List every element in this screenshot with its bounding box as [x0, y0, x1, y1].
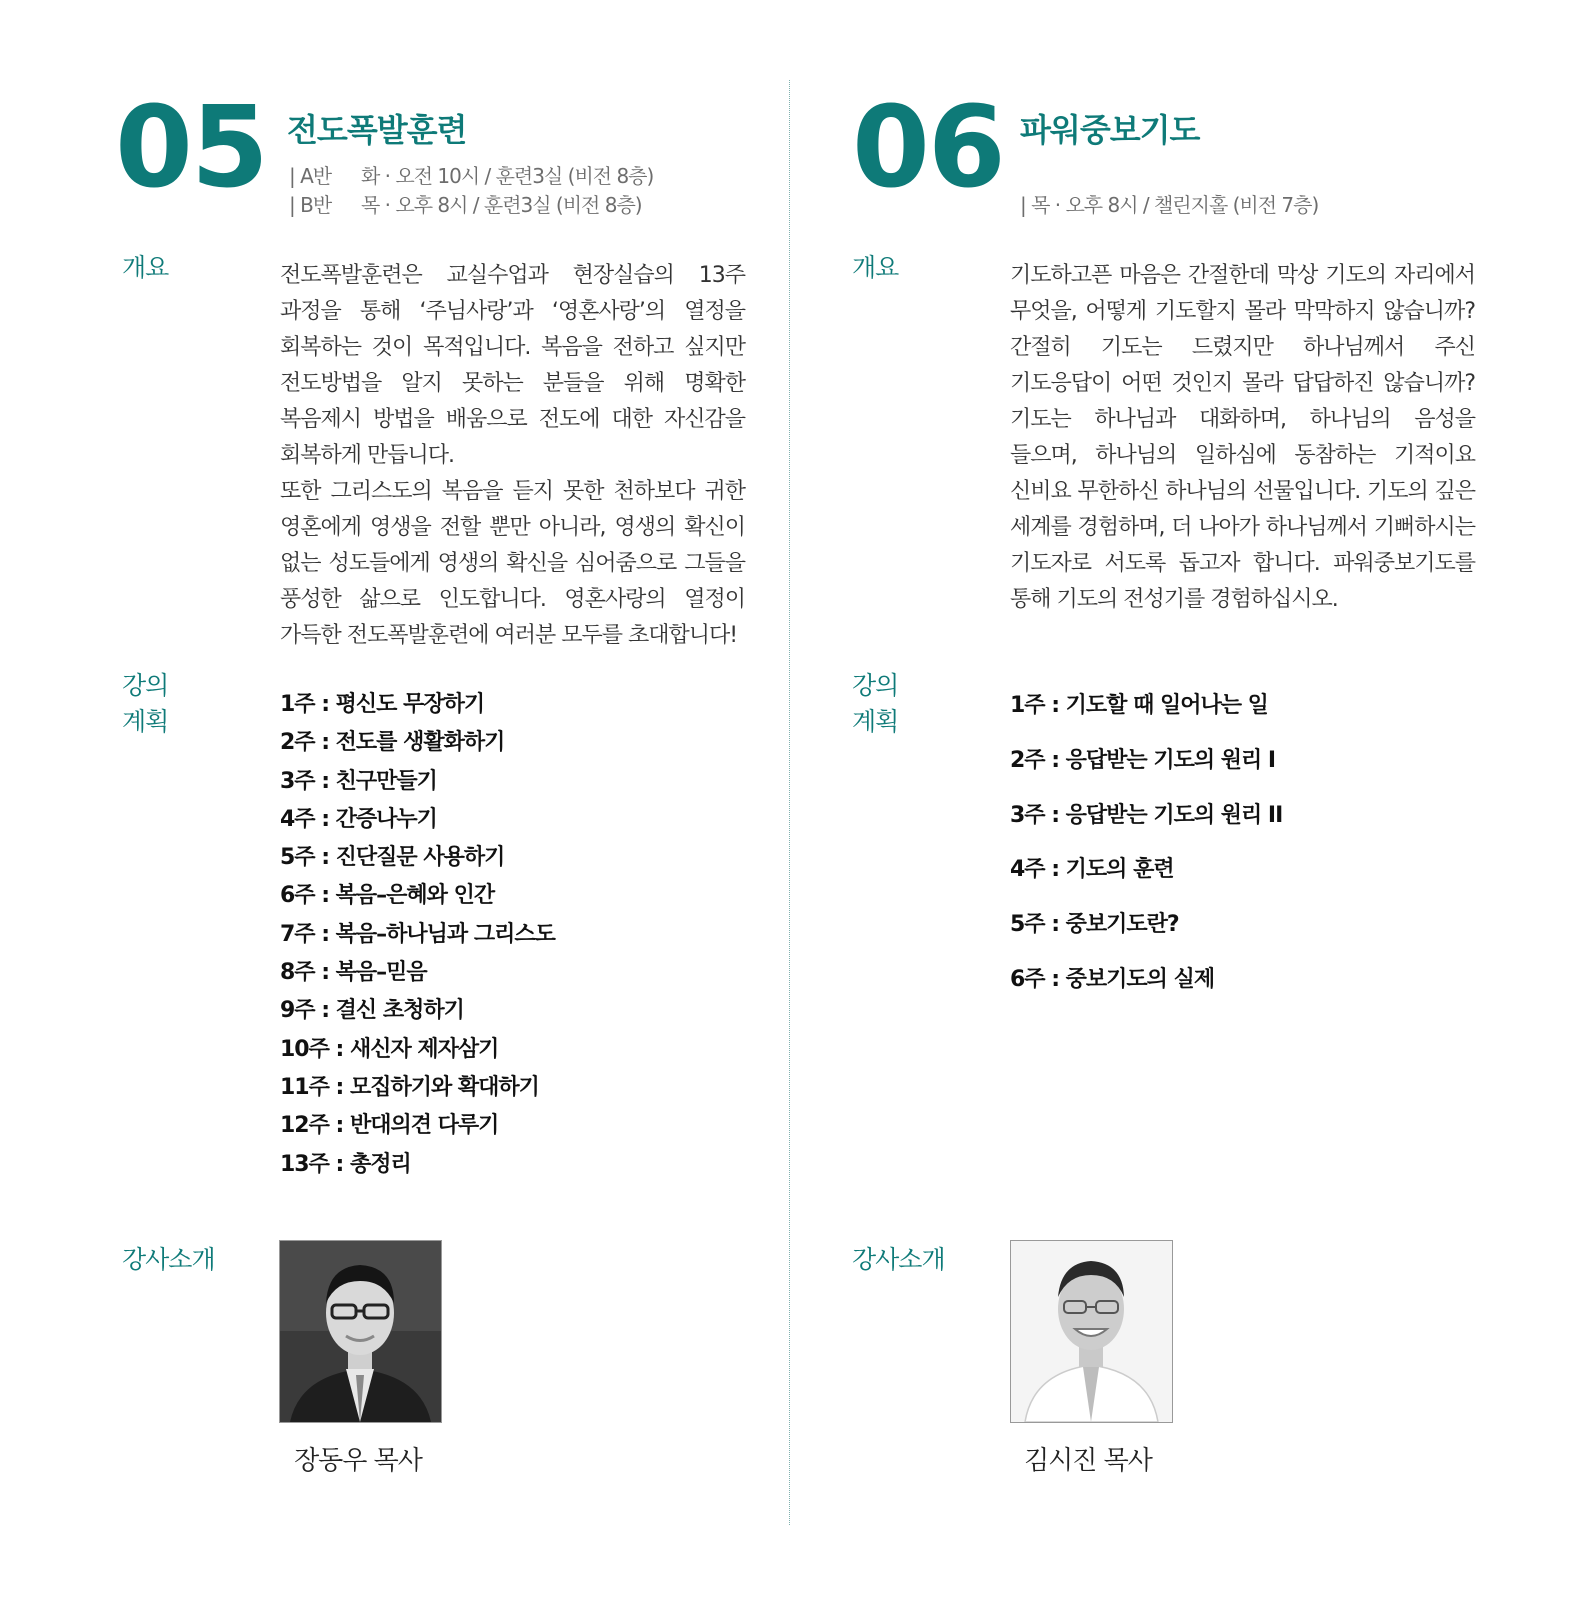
course-05 [0, 0, 745, 1622]
course-number: 06 [852, 83, 1004, 213]
plan-label-1: 강의 [852, 671, 899, 700]
plan-item: 4주 : 기도의 훈련 [1010, 857, 1174, 883]
plan-item: 7주 : 복음–하나님과 그리스도 [280, 921, 555, 947]
plan-item: 5주 : 진단질문 사용하기 [280, 845, 505, 871]
speaker-label: 강사소개 [122, 1245, 215, 1274]
plan-item: 4주 : 간증나누기 [280, 806, 437, 832]
plan-item: 1주 : 평신도 무장하기 [280, 692, 485, 717]
plan-label-2: 계획 [852, 707, 899, 736]
speaker-photo [1010, 1240, 1173, 1423]
plan-item: 5주 : 중보기도란? [1010, 912, 1179, 938]
plan-item: 9주 : 결신 초청하기 [280, 998, 464, 1024]
plan-item: 2주 : 응답받는 기도의 원리 I [1010, 747, 1276, 773]
plan-item: 6주 : 중보기도의 실제 [1010, 966, 1215, 992]
plan-item: 10주 : 새신자 제자삼기 [280, 1036, 499, 1062]
schedule-b [289, 189, 642, 218]
schedule-class: | B반 [289, 193, 332, 217]
overview-text: 기도하고픈 마음은 간절한데 막상 기도의 자리에서 무엇을, 어떻게 기도할지 몰라 막막하지 않습니까? 간절히 기도는 드렸지만 하나님께서 주신 기도응답이 어떤 것인지 몰라 답답하진 않습니까? 기도는 하나님과 대화하며, 하나님의 음성을 들으며, 하나님의 일하심에 동참하는 기적이요 신비요 무한하신 하나님의 선물입니다. 기도의 깊은 세계를 경험하며, 더 나아가 하나님께서 기뻐하시는 기도자로 서도록 돕고자 합니다. 파워중보기도를 통해 기도의 전성기를 경험하십시오. [1010, 263, 1475, 612]
schedule-a [289, 160, 653, 189]
course-number: 05 [115, 83, 267, 213]
course-title: 전도폭발훈련 [287, 111, 467, 149]
lecture-plan-list [1010, 688, 1282, 1017]
plan-label-2: 계획 [122, 707, 169, 736]
schedule: | 목 · 오후 8시 / 챌린지홀 (비전 7층) [1020, 193, 1319, 217]
overview-text [280, 258, 745, 654]
overview-paragraph-2: 또한 그리스도의 복음을 듣지 못한 천하보다 귀한 영혼에게 영생을 전할 뿐만 아니라, 영생의 확신이 없는 성도들에게 영생의 확신을 심어줌으로 그들을 풍성한 삶으로 인도합니다. 영혼사랑의 열정이 가득한 전도폭발훈련에 여러분 모두를 초대합니다! [280, 479, 745, 648]
schedule-detail: 화 · 오전 10시 / 훈련3실 (비전 8층) [361, 164, 654, 188]
plan-item: 11주 : 모집하기와 확대하기 [280, 1074, 539, 1100]
lecture-plan-list [280, 686, 555, 1184]
overview-label: 개요 [852, 253, 899, 282]
course-06 [730, 0, 1475, 1622]
overview-label: 개요 [122, 253, 169, 282]
plan-item: 3주 : 친구만들기 [280, 768, 437, 794]
speaker-portrait [1011, 1241, 1172, 1422]
overview-paragraph-1: 전도폭발훈련은 교실수업과 현장실습의 13주 과정을 통해 ‘주님사랑’과 ‘영혼사랑’의 열정을 회복하는 것이 목적입니다. 복음을 전하고 싶지만 전도방법을 알지 못하는 분들을 위해 명확한 복음제시 방법을 배움으로 전도에 대한 자신감을 회복하게 만듭니다. [280, 263, 745, 468]
plan-label-1: 강의 [122, 671, 169, 700]
schedule-class: | A반 [289, 164, 332, 188]
speaker-portrait [280, 1241, 441, 1422]
schedule-detail: 목 · 오후 8시 / 훈련3실 (비전 8층) [361, 193, 642, 217]
speaker-name: 김시진 목사 [1024, 1446, 1152, 1476]
plan-item: 3주 : 응답받는 기도의 원리 II [1010, 802, 1283, 828]
plan-item: 8주 : 복음–믿음 [280, 960, 427, 986]
plan-item: 1주 : 기도할 때 일어나는 일 [1010, 693, 1268, 718]
course-title: 파워중보기도 [1020, 111, 1200, 149]
plan-item: 13주 : 총정리 [280, 1151, 411, 1177]
speaker-photo [279, 1240, 442, 1423]
plan-item: 2주 : 전도를 생활화하기 [280, 730, 505, 756]
speaker-label: 강사소개 [852, 1245, 945, 1274]
plan-item: 6주 : 복음–은혜와 인간 [280, 883, 495, 909]
speaker-name: 장동우 목사 [294, 1446, 422, 1476]
plan-item: 12주 : 반대의견 다루기 [280, 1113, 499, 1139]
